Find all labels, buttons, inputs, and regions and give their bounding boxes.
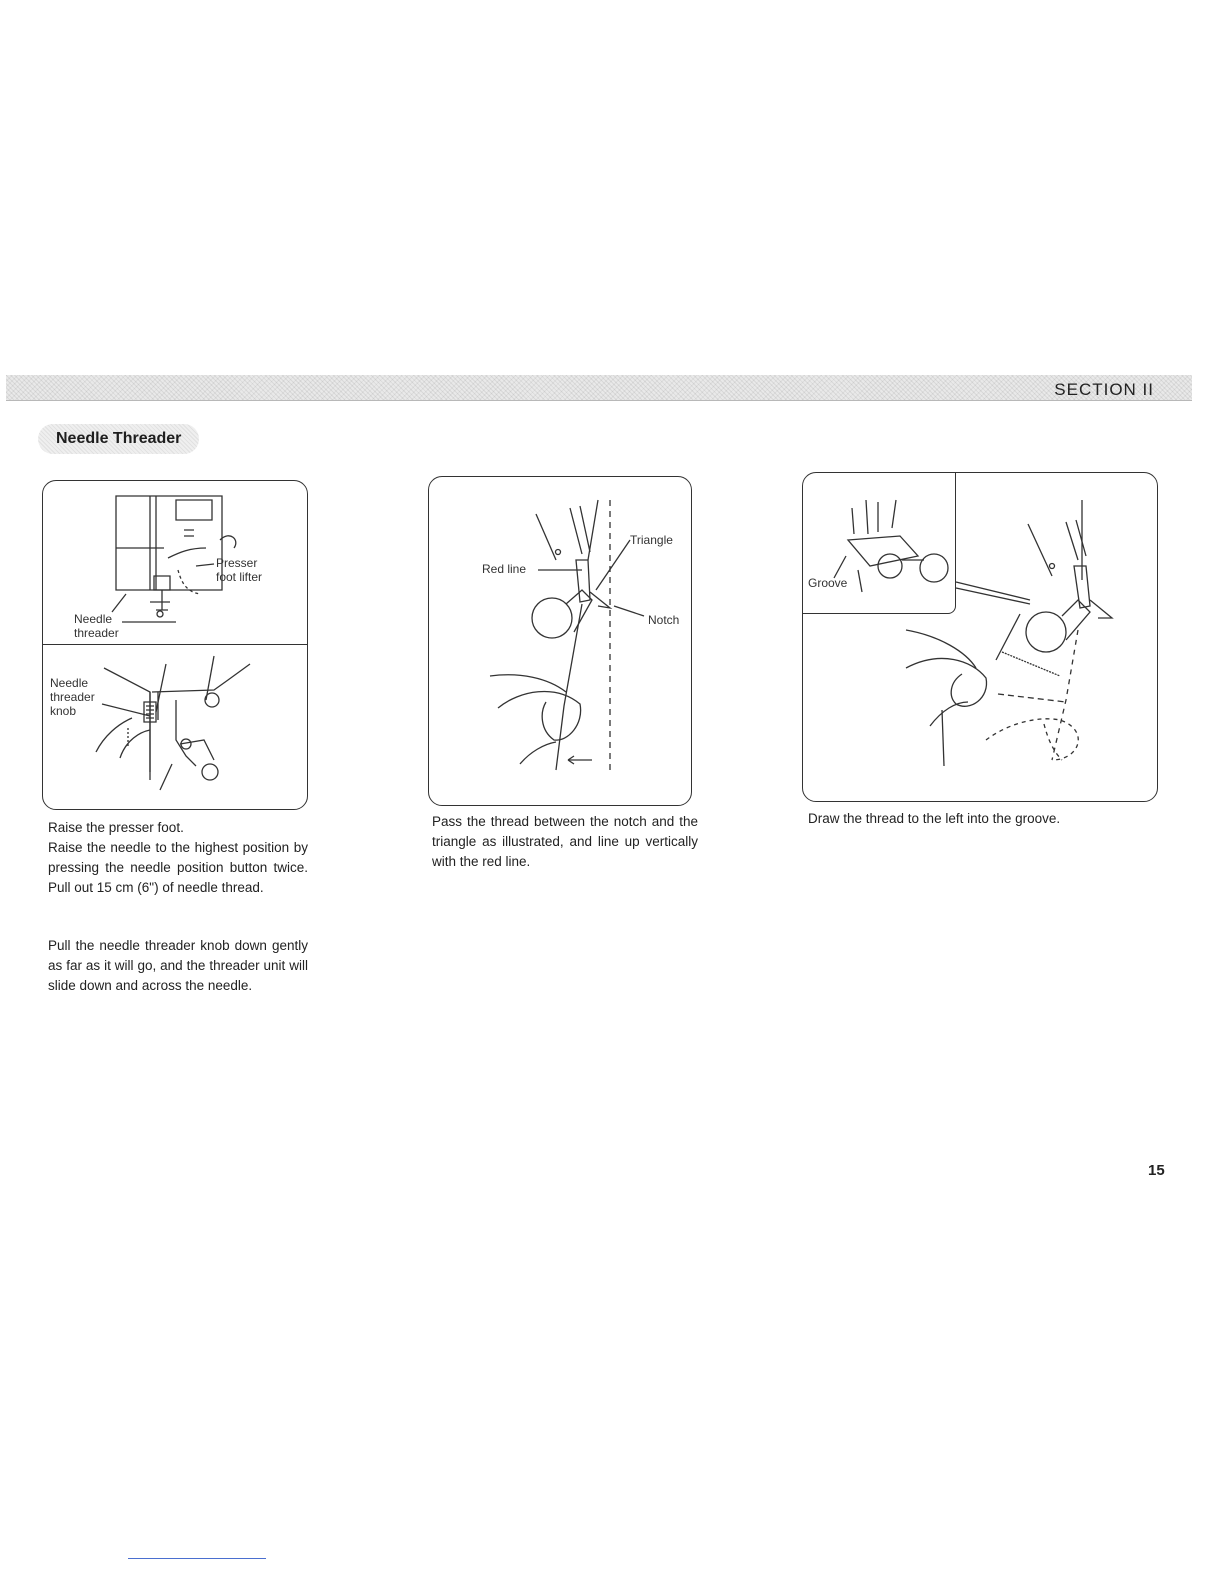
col2-step-pass-thread: Pass the thread between the notch and the triangle as illustrated, and line up vertically with the red line. (432, 814, 698, 869)
col3-step-draw-thread: Draw the thread to the left into the groove. (808, 811, 1061, 826)
triangle-label: Triangle (630, 533, 673, 547)
section-label: SECTION II (1054, 380, 1154, 399)
page-title: Needle Threader (38, 424, 199, 454)
bottom-rule (128, 1558, 266, 1559)
foot-lifter-label-line: foot lifter (216, 570, 263, 584)
groove-label: Groove (808, 576, 848, 590)
page-number: 15 (1148, 1162, 1165, 1179)
knob-label-line-2: threader (50, 690, 95, 704)
notch-label: Notch (648, 613, 680, 627)
col1-step-raise-needle: Raise the needle to the highest position by pressing the needle position button twice. Pull out 15 cm (6") of needle thread. (48, 840, 308, 895)
knob-label-line-3: knob (50, 704, 77, 718)
col1-step-raise-foot: Raise the presser foot. (48, 820, 184, 835)
presser-label-line: Presser (216, 556, 258, 570)
col1-step-pull-knob: Pull the needle threader knob down gently as far as it will go, and the threader unit will slide down and across the needle. (48, 938, 308, 993)
knob-label-line-1: Needle (50, 676, 89, 690)
red-line-label: Red line (482, 562, 527, 576)
needle-threader-label-line-1: Needle (74, 612, 113, 626)
needle-threader-label-line-2: threader (74, 626, 119, 640)
